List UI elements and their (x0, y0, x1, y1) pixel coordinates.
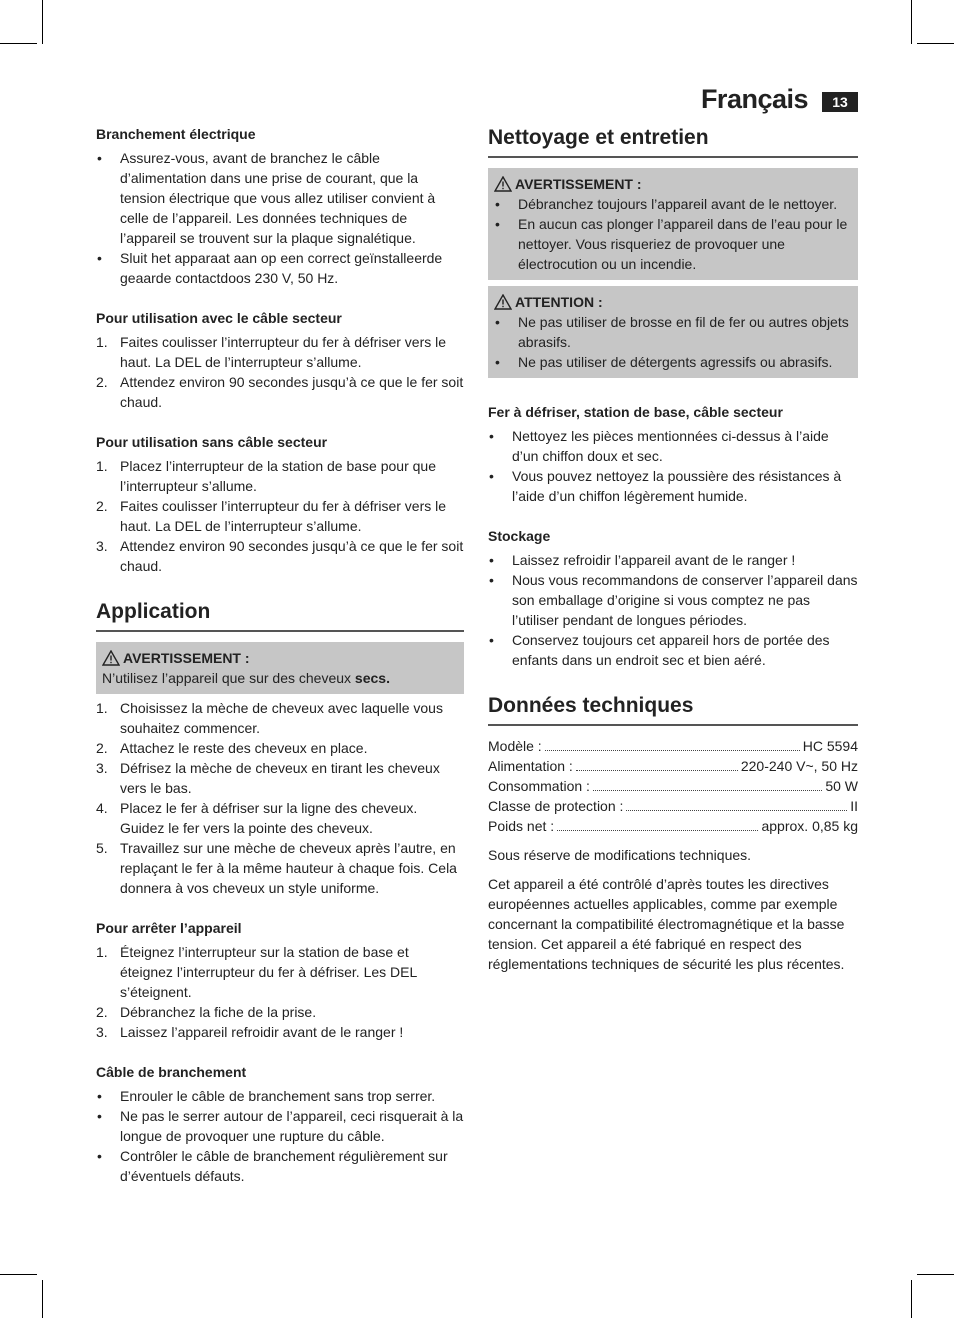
section-divider (488, 156, 858, 158)
spec-label: Classe de protection : (488, 798, 624, 814)
list-item: • Vous pouvez nettoyez la poussière des résistances à l’aide d’un chiffon légèrement humide. (489, 468, 842, 504)
cable-heading: Câble de branchement (96, 1064, 247, 1080)
cable-list (96, 1086, 464, 1186)
list-item: • Ne pas le serrer autour de l’appareil, ceci risquerait à la longue de provoquer une rupture du câble. (97, 1108, 464, 1144)
list-item: • Ne pas utiliser de brosse en fil de fer ou autres objets abrasifs. (495, 314, 849, 350)
warning-icon (494, 294, 512, 310)
warning-label: AVERTISSEMENT : (123, 650, 250, 666)
conformity-paragraph: Cet appareil a été contrôlé d’après toutes les directives européennes actuelles applicables, comme par exemple concernant la compatibilité électromagnétique et la basse tension. Cet appareil a été fabriqué en respect des réglementations techniques de sécurité les plus récentes. (488, 876, 845, 972)
spec-row (488, 756, 858, 776)
spec-label: Alimentation : (488, 758, 573, 774)
attention-label: ATTENTION : (515, 294, 603, 310)
list-item: 3. Attendez environ 90 secondes jusqu’à ce que le fer soit chaud. (96, 538, 464, 574)
crop-mark (42, 1280, 43, 1318)
list-item: • Enrouler le câble de branchement sans trop serrer. (97, 1088, 436, 1104)
list-item: • Nettoyez les pièces mentionnées ci-dessus à l’aide d’un chiffon doux et sec. (489, 428, 829, 464)
application-steps (96, 698, 464, 898)
section-divider (488, 724, 858, 726)
spec-row (488, 776, 858, 796)
avec-cable-list (96, 332, 464, 412)
list-item: • Sluit het apparaat aan op een correct geïnstalleerde geaarde contactdoos 230 V, 50 Hz. (97, 250, 443, 286)
list-item: 3. Laissez l’appareil refroidir avant de le ranger ! (96, 1024, 404, 1040)
nettoyage-title: Nettoyage et entretien (488, 126, 709, 149)
language-title: Français (700, 84, 808, 114)
crop-mark (0, 1274, 37, 1275)
spec-row (488, 816, 858, 836)
list-item: 4. Placez le fer à défriser sur la ligne des cheveux. Guidez le fer vers la pointe des cheveux. (96, 800, 418, 836)
stockage-list (488, 550, 858, 670)
spec-row (488, 796, 858, 816)
nettoyage-attention-box (488, 286, 858, 378)
list-item: • Assurez-vous, avant de branchez le câble d’alimentation dans une prise de courant, que la tension électrique que vous allez utiliser convient à celle de l’appareil. Les données techniques de l’appareil se trouvent sur la plaque signalétique. (97, 150, 436, 246)
list-item: 1. Faites coulisser l’interrupteur du fer à défriser vers le haut. La DEL de l’interrupteur s’allume. (96, 334, 447, 370)
attention-list (494, 312, 852, 372)
branchement-list (96, 148, 464, 288)
crop-mark (911, 0, 912, 44)
application-title: Application (96, 600, 211, 623)
spec-value: 220-240 V~, 50 Hz (740, 758, 858, 774)
list-item: 2. Débranchez la fiche de la prise. (96, 1004, 317, 1020)
crop-mark (917, 1274, 954, 1275)
modifications-note: Sous réserve de modifications techniques. (488, 847, 752, 863)
list-item: • Laissez refroidir l’appareil avant de le ranger ! (489, 552, 796, 568)
warning-text: N’utilisez l’appareil que sur des cheveux secs. (102, 670, 390, 686)
list-item: • Ne pas utiliser de détergents agressifs ou abrasifs. (495, 354, 833, 370)
spec-label: Modèle : (488, 738, 542, 754)
list-item: 3. Défrisez la mèche de cheveux en tirant les cheveux vers le bas. (96, 760, 440, 796)
application-warning-box (96, 642, 464, 694)
specs-table (488, 736, 858, 836)
branchement-heading: Branchement électrique (96, 126, 256, 142)
list-item: 1. Placez l’interrupteur de la station de base pour que l’interrupteur s’allume. (96, 458, 436, 494)
list-item: 1. Choisissez la mèche de cheveux avec laquelle vous souhaitez commencer. (96, 700, 443, 736)
spec-value: II (850, 798, 858, 814)
section-divider (96, 630, 464, 632)
list-item: • Contrôler le câble de branchement régulièrement sur d’éventuels défauts. (97, 1148, 448, 1184)
fer-heading: Fer à défriser, station de base, câble secteur (488, 404, 783, 420)
arreter-list (96, 942, 464, 1042)
spec-value: approx. 0,85 kg (761, 818, 858, 834)
nettoyage-warning-box (488, 168, 858, 280)
stockage-heading: Stockage (488, 528, 551, 544)
sans-cable-heading: Pour utilisation sans câble secteur (96, 434, 328, 450)
warning-label: AVERTISSEMENT : (515, 176, 642, 192)
warning-icon (494, 176, 512, 192)
spec-label: Poids net : (488, 818, 555, 834)
spec-value: 50 W (825, 778, 858, 794)
list-item: 2. Attendez environ 90 secondes jusqu’à ce que le fer soit chaud. (96, 374, 464, 410)
spec-row (488, 736, 858, 756)
spec-value: HC 5594 (802, 738, 858, 754)
crop-mark (911, 1280, 912, 1318)
fer-list (488, 426, 858, 506)
page-number: 13 (822, 92, 858, 112)
list-item: • En aucun cas plonger l’appareil dans de l’eau pour le nettoyer. Vous risqueriez de provoquer une électrocution ou un incendie. (495, 216, 848, 272)
crop-mark (42, 0, 43, 44)
arreter-heading: Pour arrêter l’appareil (96, 920, 242, 936)
sans-cable-list (96, 456, 464, 576)
list-item: 2. Faites coulisser l’interrupteur du fer à défriser vers le haut. La DEL de l’interrupteur s’allume. (96, 498, 447, 534)
list-item: • Débranchez toujours l’appareil avant de le nettoyer. (495, 196, 838, 212)
list-item: 1. Éteignez l’interrupteur sur la station de base et éteignez l’interrupteur du fer à défriser. Les DEL s’éteignent. (96, 944, 417, 1000)
spec-label: Consommation : (488, 778, 590, 794)
donnees-title: Données techniques (488, 694, 694, 717)
warning-list (494, 194, 852, 274)
right-column (488, 124, 858, 974)
crop-mark (0, 43, 37, 44)
list-item: • Nous vous recommandons de conserver l’appareil dans son emballage d’origine si vous comptez ne pas l’utiliser pendant de longues périodes. (489, 572, 858, 628)
list-item: 5. Travaillez sur une mèche de cheveux après l’autre, en replaçant le fer à la même hauteur à chaque fois. Cela donnera à vos cheveux un style uniforme. (96, 840, 457, 896)
crop-mark (917, 43, 954, 44)
left-column (96, 124, 464, 1186)
warning-icon (102, 650, 120, 666)
list-item: • Conservez toujours cet appareil hors de portée des enfants dans un endroit sec et bien aéré. (489, 632, 830, 668)
avec-cable-heading: Pour utilisation avec le câble secteur (96, 310, 342, 326)
list-item: 2. Attachez le reste des cheveux en place. (96, 740, 368, 756)
